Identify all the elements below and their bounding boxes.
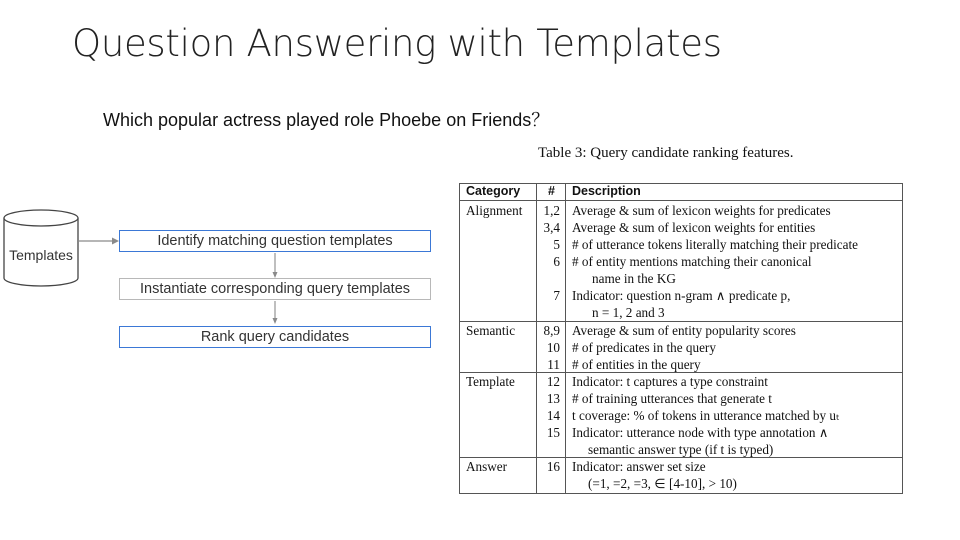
feature-description-continued: (=1, =2, =3, ∈ [4-10], > 10) [588,476,737,491]
arrow-head-step3 [273,318,278,324]
feature-description: # of entities in the query [572,357,701,372]
feature-number: 15 [546,425,560,440]
category-answer: Answer [466,459,508,474]
feature-description: Indicator: t captures a type constraint [572,374,768,389]
arrow-head-db [112,238,119,245]
database-label: Templates [9,247,73,263]
feature-description: t coverage: % of tokens in utterance matched by uₜ [572,408,840,423]
feature-description: Average & sum of entity popularity scores [572,323,796,338]
header-category: Category [466,184,521,198]
feature-description-continued: semantic answer type (if t is typed) [588,442,774,457]
slide-title: Question Answering with Templates [72,22,722,65]
feature-number: 11 [547,357,560,372]
feature-number: 10 [546,340,560,355]
feature-description: # of training utterances that generate t [572,391,772,406]
feature-description: # of utterance tokens literally matching their predicate [572,237,858,252]
table-column-divider [565,184,566,493]
step-identify-templates: Identify matching question templates [119,230,431,252]
ranking-features-table [459,183,903,494]
feature-description: # of entity mentions matching their canonical [572,254,812,269]
feature-number: 12 [546,374,560,389]
header-description: Description [572,184,641,198]
feature-description: Indicator: question n-gram ∧ predicate p, [572,288,791,303]
feature-description: Indicator: utterance node with type annotation ∧ [572,425,829,440]
feature-number: 1,2 [543,203,560,218]
feature-description: Indicator: answer set size [572,459,706,474]
feature-description: Average & sum of lexicon weights for entities [572,220,816,235]
category-semantic: Semantic [466,323,516,338]
feature-description: # of predicates in the query [572,340,716,355]
feature-number: 5 [553,237,560,252]
step-rank-candidates: Rank query candidates [119,326,431,348]
feature-number: 13 [546,391,560,406]
header-number: # [548,184,555,198]
category-alignment: Alignment [466,203,523,218]
feature-number: 16 [546,459,560,474]
table-header-divider [460,200,902,201]
question-text: Which popular actress played role Phoebe on Friends？ [103,110,550,130]
feature-number: 3,4 [543,220,560,235]
feature-number: 8,9 [543,323,560,338]
table-caption: Table 3: Query candidate ranking features. [538,145,794,161]
category-template: Template [466,374,515,389]
feature-description: Average & sum of lexicon weights for predicates [572,203,831,218]
feature-number: 7 [553,288,560,303]
feature-description-continued: name in the KG [592,271,676,286]
feature-number: 14 [546,408,560,423]
feature-description-continued: n = 1, 2 and 3 [592,305,665,320]
feature-number: 6 [553,254,560,269]
step-instantiate-queries: Instantiate corresponding query templates [119,278,431,300]
